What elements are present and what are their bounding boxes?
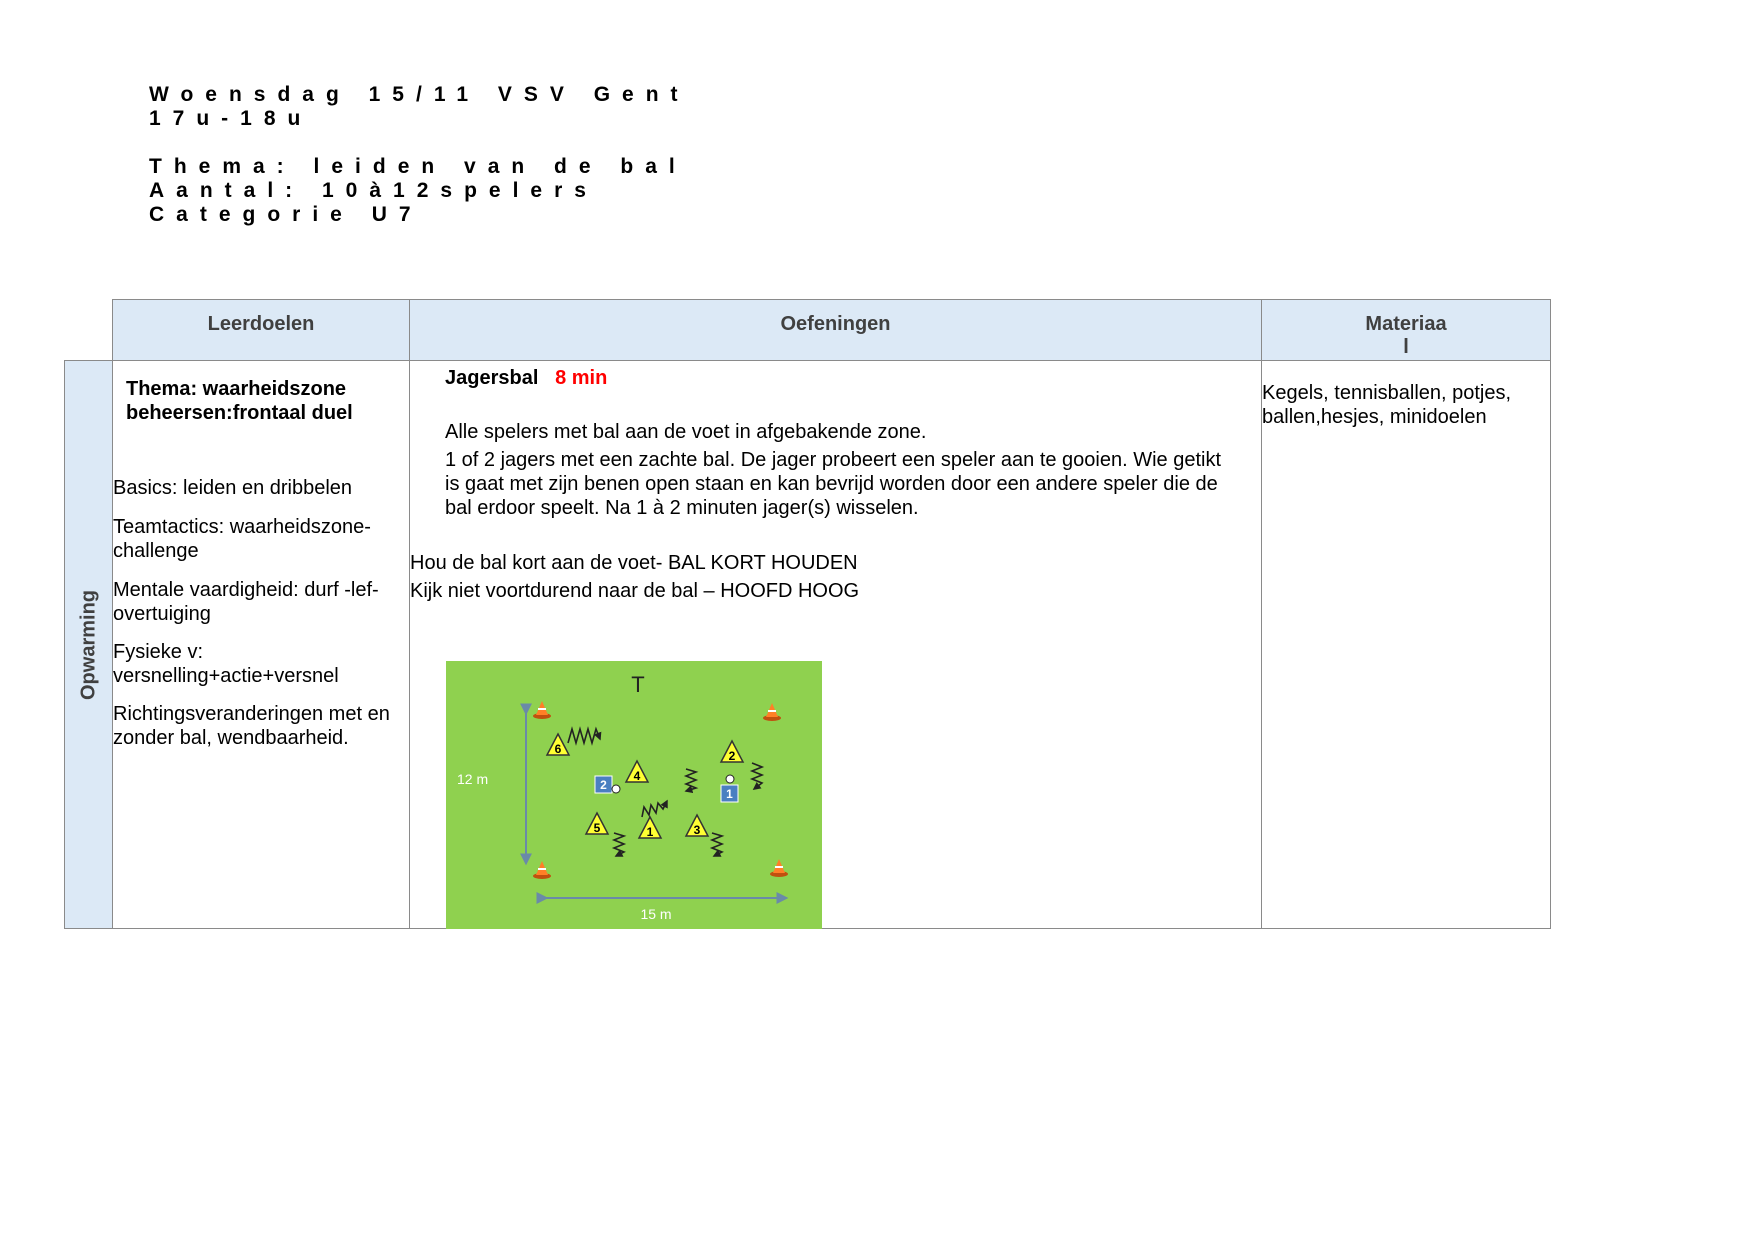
oefening-tip-line1: Hou de bal kort aan de voet- BAL KORT HOUDEN [410, 552, 858, 574]
player-triangle-icon [686, 815, 708, 837]
cone-icon [763, 703, 781, 721]
leerdoel-fysieke-line2: versnelling+actie+versnel [113, 665, 339, 687]
player-number: 5 [593, 821, 601, 835]
player-number: 1 [646, 825, 654, 839]
column-header-oefeningen-label: Oefeningen [780, 313, 891, 335]
diagram-height-label: 12 m [457, 771, 489, 787]
oefening-title: Jagersbal [445, 367, 539, 389]
dribble-path [642, 801, 667, 817]
cone-icon [533, 701, 551, 719]
player-triangle-icon [639, 817, 661, 839]
oefening-desc-line1: Alle spelers met bal aan de voet in afgebakende zone. [445, 421, 927, 443]
column-header-materiaal [1261, 299, 1551, 361]
leerdoel-basics: Basics: leiden en dribbelen [113, 477, 353, 499]
dribble-path [712, 833, 722, 856]
column-header-materiaal-line1: Materiaa [1365, 313, 1447, 335]
oefening-heading [445, 366, 607, 390]
column-header-oefeningen [409, 299, 1262, 361]
leerdoel-teamtactics-line2: challenge [113, 540, 199, 562]
hunter-square-icon [595, 776, 620, 793]
hunter-square-icon [721, 775, 738, 802]
leerdoel-richting-line1: Richtingsveranderingen met en [113, 703, 390, 725]
materiaal-line1: Kegels, tennisballen, potjes, [1262, 382, 1512, 404]
oefening-tip-line2: Kijk niet voortdurend naar de bal – HOOFD HOOG [410, 580, 860, 602]
player-triangle-icon [547, 734, 569, 756]
oefening-duration: 8 min [555, 367, 608, 389]
oefening-desc-line3: is gaat met zijn benen open staan en kan bevrijd worden door een andere speler die de [445, 473, 1218, 495]
header-time: 17u-18u [149, 107, 313, 130]
ball-icon [612, 785, 620, 793]
leerdoel-teamtactics-line1: Teamtactics: waarheidszone- [113, 516, 371, 538]
leerdoel-thema-line2: beheersen:frontaal duel [126, 402, 353, 424]
leerdoel-fysieke-line1: Fysieke v: [113, 641, 204, 663]
row-label-opwarming: Opwarming [77, 589, 99, 700]
header-theme: Thema: leiden van de bal [149, 155, 687, 178]
ball-icon [726, 775, 734, 783]
dribble-path [686, 769, 696, 791]
leerdoel-thema-line1: Thema: waarheidszone [126, 378, 347, 400]
player-number: 2 [728, 749, 736, 763]
cone-icon [770, 859, 788, 877]
hunter-number: 1 [726, 787, 733, 801]
materiaal-line2: ballen,hesjes, minidoelen [1262, 406, 1487, 428]
column-header-leerdoelen [112, 299, 410, 361]
dribble-path [614, 833, 624, 856]
column-header-leerdoelen-label: Leerdoelen [207, 313, 315, 335]
diagram-top-label: T [631, 672, 645, 697]
diagram-width-label: 15 m [640, 906, 672, 922]
player-triangle-icon [721, 741, 743, 763]
hunter-number: 2 [600, 778, 607, 792]
header-player-count: Aantal: 10à12spelers [149, 179, 598, 202]
leerdoel-richting-line2: zonder bal, wendbaarheid. [113, 727, 349, 749]
player-triangle-icon [626, 761, 648, 783]
player-triangle-icon [586, 813, 608, 835]
column-header-materiaal-line2: l [1403, 336, 1409, 358]
header-category: Categorie U7 [149, 203, 423, 226]
materiaal-cell [1261, 360, 1551, 929]
leerdoel-mentale-line1: Mentale vaardigheid: durf -lef- [113, 579, 379, 601]
oefening-desc-line2: 1 of 2 jagers met een zachte bal. De jager probeert een speler aan te gooien. Wie getikt [445, 449, 1222, 471]
dribble-path [752, 763, 762, 789]
dribble-path [568, 729, 600, 743]
row-label-cell [64, 360, 113, 929]
field-svg [446, 661, 822, 929]
player-number: 6 [554, 742, 562, 756]
header-date-club: Woensdag 15/11 VSV Gent [149, 83, 690, 106]
player-number: 3 [693, 823, 701, 837]
oefening-desc-line4: bal erdoor speelt. Na 1 à 2 minuten jager(s) wisselen. [445, 497, 919, 519]
player-number: 4 [633, 769, 641, 783]
leerdoel-mentale-line2: overtuiging [113, 603, 211, 625]
field-diagram [446, 661, 822, 929]
cone-icon [533, 861, 551, 879]
